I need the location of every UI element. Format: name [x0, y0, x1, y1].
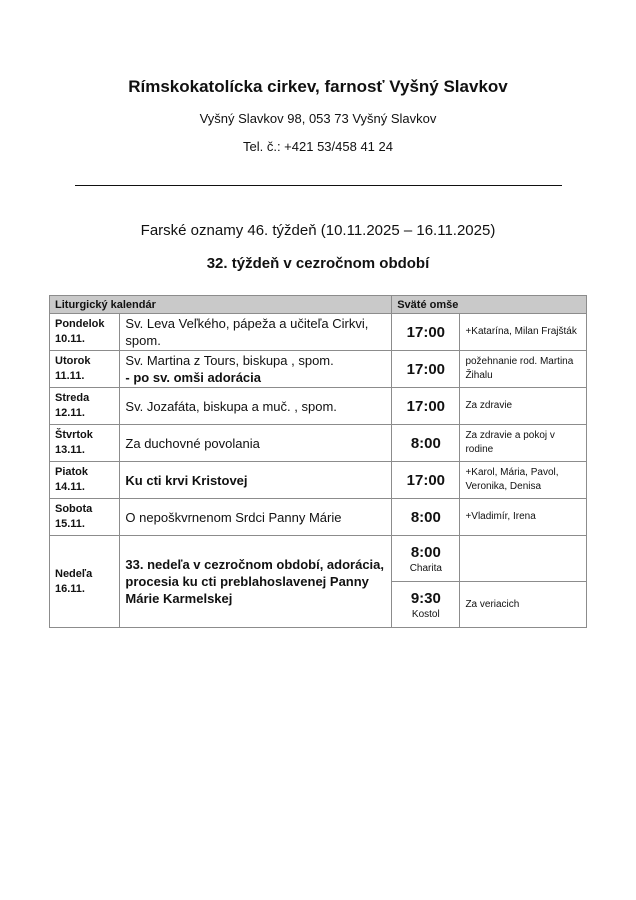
table-row: [50, 425, 587, 462]
mass-time-value: 9:30: [410, 589, 441, 607]
day-cell: [50, 462, 120, 499]
feast-cell: 33. nedeľa v cezročnom období, adorácia, procesia ku cti preblahoslavenej Panny Márie Karmelskej: [120, 536, 392, 628]
mass-intention: +Karol, Mária, Pavol, Veronika, Denisa: [460, 462, 587, 499]
day-cell: [50, 351, 120, 388]
mass-intention: Za zdravie a pokoj v rodine: [460, 425, 587, 462]
mass-time: 8:00: [392, 499, 460, 536]
day-name: Pondelok: [55, 318, 105, 330]
notice-heading: Farské oznamy 46. týždeň (10.11.2025 – 16.11.2025): [140, 222, 496, 239]
day-name: Piatok: [55, 466, 89, 478]
feast-cell: Za duchovné povolania: [120, 425, 392, 462]
mass-intention: +Vladimír, Irena: [460, 499, 587, 536]
mass-time: 17:00: [392, 351, 460, 388]
day-name: Štvrtok: [55, 429, 93, 441]
day-name: Streda: [55, 392, 90, 404]
day-date: 10.11.: [55, 333, 85, 345]
feast-cell: Sv. Jozafáta, biskupa a muč. , spom.: [120, 388, 392, 425]
table-row: [50, 314, 587, 351]
mass-time: [392, 582, 460, 628]
parish-title: Rímskokatolícka cirkev, farnosť Vyšný Slavkov: [128, 77, 508, 96]
day-cell: [50, 425, 120, 462]
table-row: [50, 536, 587, 582]
table-row: [50, 388, 587, 425]
day-date: 15.11.: [55, 518, 85, 530]
header-divider: [75, 185, 562, 186]
feast-cell: Sv. Leva Veľkého, pápeža a učiteľa Cirkvi, spom.: [120, 314, 392, 351]
day-cell: [50, 536, 120, 628]
day-date: 13.11.: [55, 444, 85, 456]
table-row: [50, 499, 587, 536]
feast-cell: [120, 351, 392, 388]
table-row: [50, 351, 587, 388]
day-date: 11.11.: [55, 370, 85, 382]
mass-intention: požehnanie rod. Martina Žihalu: [460, 351, 587, 388]
adoration-note: - po sv. omši adorácia: [125, 370, 262, 385]
feast-cell: O nepoškvrnenom Srdci Panny Márie: [120, 499, 392, 536]
feast-text: Sv. Martina z Tours, biskupa , spom.: [125, 353, 334, 368]
day-date: 14.11.: [55, 481, 85, 493]
mass-time: [392, 536, 460, 582]
day-name: Sobota: [55, 503, 93, 515]
table-header-row: [50, 296, 587, 314]
mass-time: 17:00: [392, 388, 460, 425]
table-row: [50, 462, 587, 499]
liturgical-calendar-table: [49, 295, 587, 628]
mass-intention: +Katarína, Milan Frajšták: [460, 314, 587, 351]
mass-intention: [460, 536, 587, 582]
mass-intention: Za zdravie: [460, 388, 587, 425]
mass-place: Kostol: [411, 608, 440, 620]
day-cell: [50, 314, 120, 351]
parish-address: Vyšný Slavkov 98, 053 73 Vyšný Slavkov: [199, 111, 437, 126]
mass-time-value: 8:00: [410, 543, 441, 561]
feast-cell: Ku cti krvi Kristovej: [120, 462, 392, 499]
liturgical-week-heading: 32. týždeň v cezročnom období: [206, 255, 430, 272]
header-holy-masses: Sväté omše: [392, 296, 587, 314]
mass-time: 17:00: [392, 462, 460, 499]
day-date: 16.11.: [55, 582, 85, 595]
day-name: Nedeľa: [55, 567, 93, 580]
mass-place: Charita: [409, 562, 442, 574]
header-liturgical-calendar: Liturgický kalendár: [50, 296, 392, 314]
mass-time: 17:00: [392, 314, 460, 351]
day-date: 12.11.: [55, 407, 85, 419]
parish-phone: Tel. č.: +421 53/458 41 24: [243, 139, 393, 154]
day-cell: [50, 388, 120, 425]
mass-time: 8:00: [392, 425, 460, 462]
mass-intention: Za veriacich: [460, 582, 587, 628]
day-cell: [50, 499, 120, 536]
day-name: Utorok: [55, 355, 91, 367]
